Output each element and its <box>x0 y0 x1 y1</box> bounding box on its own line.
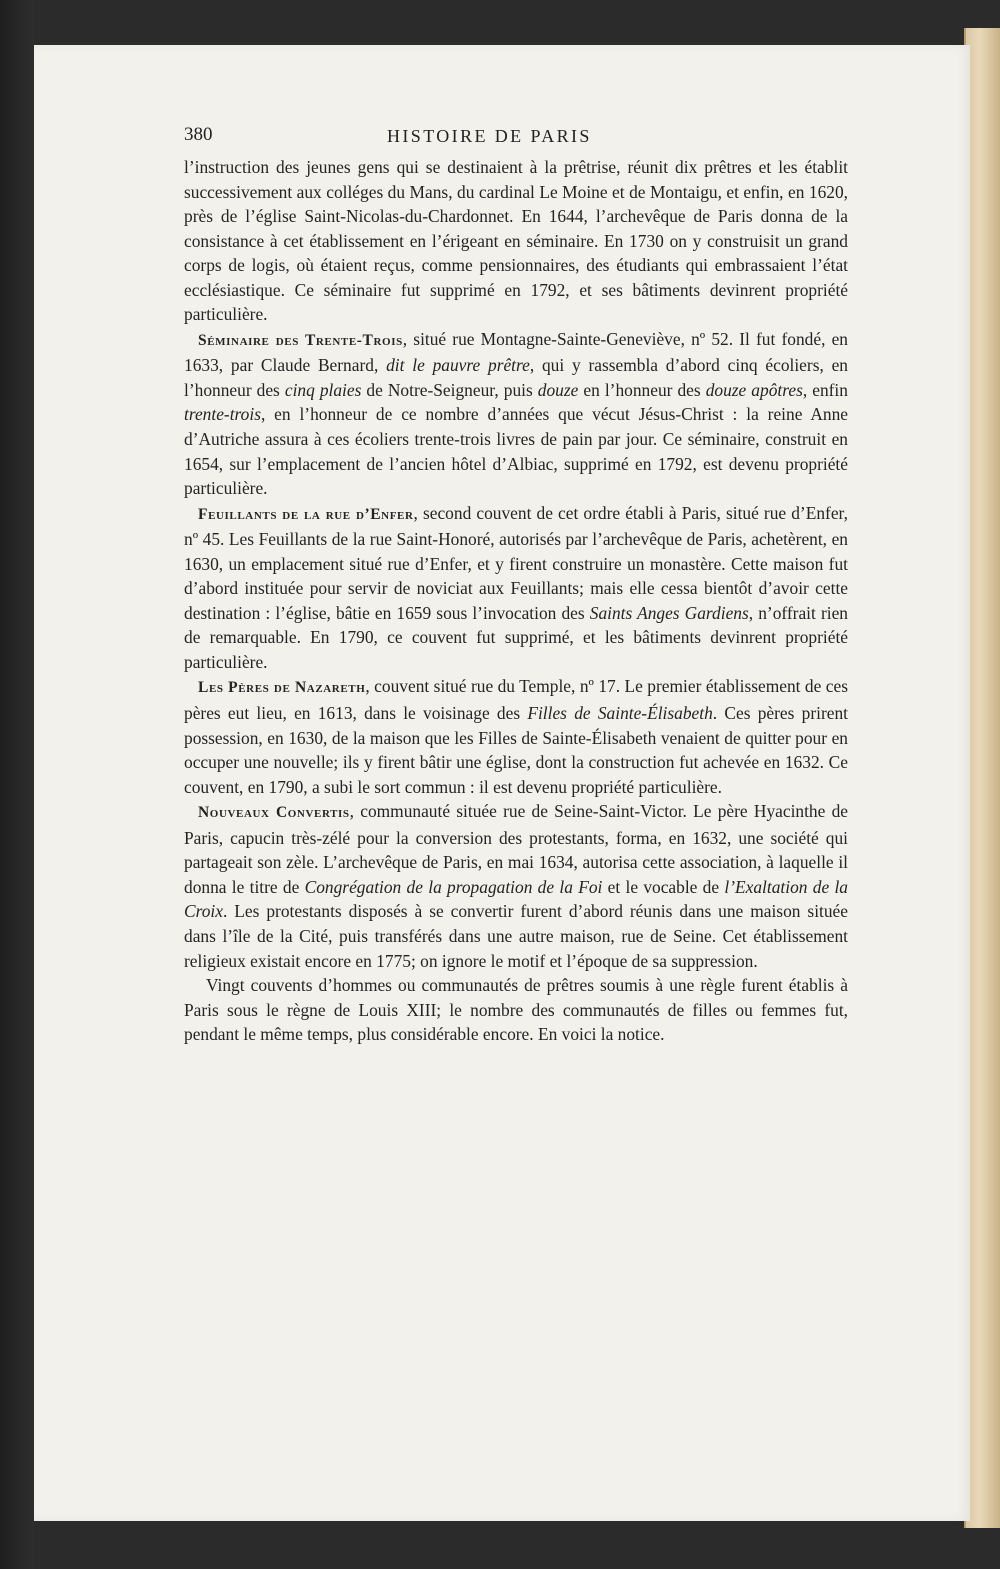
italic-phrase: dit le pauvre prêtre <box>386 355 530 376</box>
header-title: HISTOIRE DE PARIS <box>387 126 592 146</box>
scan-background-left <box>0 0 34 1569</box>
text-run: , situé rue Montagne-Sainte-Geneviève, nº 52. Il fut fondé, en 1633, par Claude Bernard, <box>184 328 848 376</box>
italic-phrase: douze <box>537 379 579 400</box>
text-run: , qui y rassembla d’abord cinq écoliers, en l’honneur des <box>184 355 849 400</box>
entry-heading: Nouveaux Convertis <box>198 804 350 822</box>
text-run: Vingt couvents d’hommes ou communautés de prêtres soumis à une règle furent établis à Paris sous le règne de Louis XIII; le nombre des communautés de filles ou femmes fut, pendant le même temps, plus considérable encore. En voici la notice. <box>184 975 848 1045</box>
paragraph <box>184 973 848 1047</box>
entry-heading: Feuillants de la rue d’Enfer <box>198 505 414 523</box>
text-run: et le vocable de <box>602 876 725 897</box>
paragraph <box>184 674 848 799</box>
running-header <box>184 124 684 154</box>
text-run: , enfin <box>802 379 848 400</box>
text-run: . Ces pères prirent possession, en 1630, de la maison que les Filles de Sainte-Élisabeth venaient de quitter pour en occuper une nouvelle; ils y firent bâtir une église, dont la construction fut achevée en 1632. Ce couvent, en 1790, a subi le sort commun : il est devenu propriété particulière. <box>184 703 848 797</box>
italic-phrase: Saints Anges Gardiens <box>589 602 749 623</box>
entry-heading: Les Pères de Nazareth <box>198 679 366 697</box>
text-run: , communauté située rue de Seine-Saint-Victor. Le père Hyacinthe de Paris, capucin très-zélé pour la conversion des protestants, forma, en 1632, une société qui partageait son zèle. L’archevêque de Paris, en mai 1634, autorisa cette association, à laquelle il donna le titre de <box>184 801 848 897</box>
text-run: , couvent situé rue du Temple, nº 17. Le premier établissement de ces pères eut lieu, en 1613, dans le voisinage des <box>184 676 848 724</box>
text-run: , second couvent de cet ordre établi à Paris, situé rue d’Enfer, nº 45. Les Feuillants de la rue Saint-Honoré, autorisés par l’archevêque de Paris, achetèrent, en 1630, un emplacement situé rue d’Enfer, et y firent construire un monastère. Cette maison fut d’abord instituée pour servir de noviciat aux Feuillants; mais elle cessa bientôt d’avoir cette destination : l’église, bâtie en 1659 sous l’invocation des <box>184 502 848 623</box>
text-run: , en l’honneur de ce nombre d’années que vécut Jésus-Christ : la reine Anne d’Autriche assura à ces écoliers trente-trois livres de pain par jour. Ce séminaire, construit en 1654, sur l’emplacement de l’ancien hôtel d’Albiac, supprimé en 1792, est devenu propriété particulière. <box>184 404 848 499</box>
text-run: de Notre-Seigneur, puis <box>361 379 538 400</box>
paragraph <box>184 799 848 973</box>
italic-phrase: trente-trois <box>184 404 261 425</box>
text-run: , n’offrait rien de remarquable. En 1790, ce couvent fut supprimé, et les bâtiments devinrent propriété particulière. <box>184 602 848 672</box>
italic-phrase: cinq plaies <box>284 379 362 400</box>
entry-heading: Séminaire des Trente-Trois <box>198 331 403 349</box>
paragraph <box>184 501 848 675</box>
paragraph-continuation <box>184 155 848 327</box>
text-run: . Les protestants disposés à se convertir furent d’abord réunis dans une maison située dans l’île de la Cité, puis transférés dans une autre maison, rue de Seine. Cet établissement religieux existait encore en 1775; on ignore le motif et l’époque de sa suppression. <box>184 901 848 971</box>
paragraph <box>184 327 848 501</box>
text-run: en l’honneur des <box>578 379 706 400</box>
page-number: 380 <box>184 124 213 145</box>
italic-phrase: l’Exaltation de la Croix <box>184 876 848 922</box>
italic-phrase: Congrégation de la propagation de la Foi <box>304 876 603 897</box>
italic-phrase: Filles de Sainte-Élisabeth <box>527 703 713 724</box>
body-text <box>184 155 848 1047</box>
text-run: l’instruction des jeunes gens qui se destinaient à la prêtrise, réunit dix prêtres et les établit successivement aux colléges du Mans, du cardinal Le Moine et de Montaigu, et enfin, en 1620, près de l’église Saint-Nicolas-du-Chardonnet. En 1644, l’archevêque de Paris donna de la consistance à cet établissement en l’érigeant en séminaire. En 1730 on y construisit un grand corps de logis, où étaient reçus, comme pensionnaires, des étudiants qui embrassaient l’état ecclésiastique. Ce séminaire fut supprimé en 1792, et ses bâtiments devinrent propriété particulière. <box>184 157 848 325</box>
italic-phrase: douze apôtres <box>705 379 803 400</box>
